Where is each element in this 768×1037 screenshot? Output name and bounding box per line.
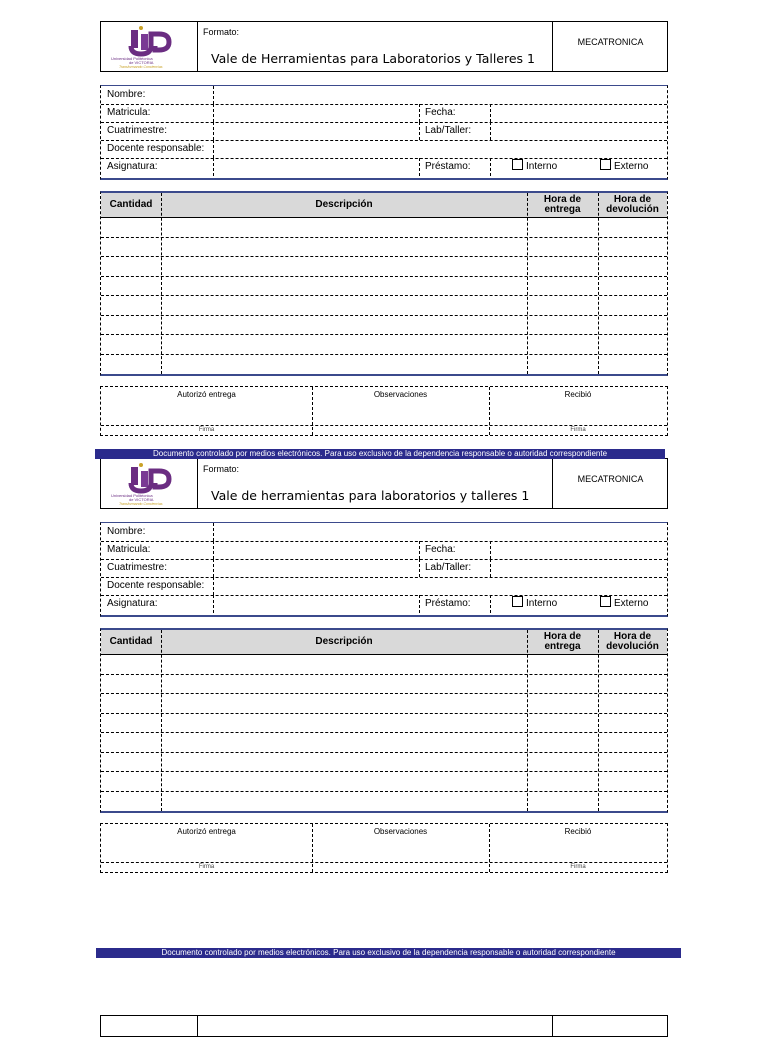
- partial-department: [552, 1016, 668, 1036]
- table-header: [101, 193, 667, 218]
- firma-label: Firma: [198, 427, 215, 433]
- column-header: Descripción: [315, 199, 373, 210]
- info-row: [101, 104, 667, 123]
- signature-section: [100, 386, 668, 436]
- info-row: [101, 559, 667, 578]
- svg-text:de VICTORIA: de VICTORIA: [129, 497, 154, 502]
- format-label: Formato:: [203, 464, 240, 474]
- column-header: Hora de entrega: [543, 194, 582, 215]
- signature-field-observaciones[interactable]: [312, 399, 489, 425]
- table-row[interactable]: [101, 256, 667, 276]
- info-row: [101, 595, 667, 613]
- field-label-nombre: Nombre:: [107, 89, 146, 100]
- externo-label: Externo: [614, 161, 649, 172]
- table-row[interactable]: [101, 237, 667, 257]
- field-input-fecha[interactable]: [491, 541, 667, 559]
- department-name: MECATRONICA: [552, 459, 668, 508]
- document-control-banner: Documento controlado por medios electrónicos. Para uso exclusivo de la dependencia responsable o autoridad correspondiente: [96, 948, 681, 958]
- field-input-docente[interactable]: [214, 577, 666, 595]
- externo-checkbox[interactable]: [600, 595, 648, 613]
- svg-text:de VICTORIA: de VICTORIA: [129, 60, 154, 65]
- table-row[interactable]: [101, 295, 667, 315]
- info-divider: [419, 541, 420, 559]
- signature-label-observaciones: Observaciones: [373, 827, 428, 836]
- signature-field-observaciones[interactable]: [312, 836, 489, 862]
- table-header: [101, 630, 667, 655]
- info-divider: [419, 104, 420, 122]
- svg-text:Universidad Politécnica: Universidad Politécnica: [111, 493, 153, 498]
- field-input-fecha[interactable]: [491, 104, 667, 122]
- field-label-matricula: Matricula:: [107, 107, 151, 118]
- info-divider: [419, 158, 420, 176]
- checkbox-box: [600, 159, 611, 170]
- interno-checkbox[interactable]: [512, 158, 557, 176]
- interno-label: Interno: [526, 598, 558, 609]
- signature-label-observaciones: Observaciones: [373, 390, 428, 399]
- table-row[interactable]: [101, 354, 667, 374]
- table-row[interactable]: [101, 334, 667, 354]
- info-divider: [490, 158, 491, 176]
- column-header: Hora de devolución: [606, 194, 659, 215]
- field-input-nombre[interactable]: [214, 86, 666, 104]
- tools-table: [100, 628, 668, 813]
- field-label-asignatura: Asignatura:: [107, 598, 158, 609]
- info-row: [101, 577, 667, 596]
- table-row[interactable]: [101, 674, 667, 694]
- field-input-cuatrimestre[interactable]: [214, 122, 419, 140]
- table-row[interactable]: [101, 713, 667, 733]
- signature-field-recibio[interactable]: [489, 836, 667, 862]
- info-divider: [419, 122, 420, 140]
- interno-checkbox[interactable]: [512, 595, 557, 613]
- partial-form-header: [100, 1015, 668, 1037]
- table-row[interactable]: [101, 771, 667, 791]
- signature-field-autorizo[interactable]: [101, 399, 312, 425]
- info-row: [101, 140, 667, 159]
- field-label-fecha: Fecha:: [425, 544, 456, 555]
- university-logo: [101, 459, 198, 508]
- table-row[interactable]: [101, 752, 667, 772]
- field-label-docente: Docente responsable:: [107, 143, 205, 154]
- svg-text:Transformando Conciencias: Transformando Conciencias: [119, 65, 163, 69]
- signature-label-recibio: Recibió: [564, 827, 592, 836]
- info-divider: [419, 595, 420, 613]
- checkbox-box: [512, 159, 523, 170]
- field-input-matricula[interactable]: [214, 104, 419, 122]
- field-label-cuatrimestre: Cuatrimestre:: [107, 125, 168, 136]
- field-input-lab[interactable]: [491, 122, 667, 140]
- info-row: [101, 122, 667, 141]
- table-row[interactable]: [101, 276, 667, 296]
- signature-label-recibio: Recibió: [564, 390, 592, 399]
- table-row[interactable]: [101, 693, 667, 713]
- column-header: Hora de devolución: [606, 631, 659, 652]
- field-label-matricula: Matricula:: [107, 544, 151, 555]
- table-row[interactable]: [101, 315, 667, 335]
- info-row: [101, 523, 667, 542]
- document-control-banner: Documento controlado por medios electrónicos. Para uso exclusivo de la dependencia responsable o autoridad correspondiente: [95, 449, 665, 459]
- department-name: MECATRONICA: [552, 22, 668, 71]
- field-label-nombre: Nombre:: [107, 526, 146, 537]
- firma-label: Firma: [570, 427, 586, 433]
- field-input-nombre[interactable]: [214, 523, 666, 541]
- tools-table: [100, 191, 668, 376]
- column-header: Cantidad: [109, 199, 153, 210]
- info-row: [101, 86, 667, 105]
- table-row[interactable]: [101, 217, 667, 237]
- field-label-lab: Lab/Taller:: [425, 125, 472, 136]
- externo-checkbox[interactable]: [600, 158, 648, 176]
- field-input-cuatrimestre[interactable]: [214, 559, 419, 577]
- info-divider: [419, 559, 420, 577]
- signature-label-autorizo: Autorizó entrega: [177, 827, 236, 836]
- partial-logo: [101, 1016, 198, 1036]
- signature-section: [100, 823, 668, 873]
- column-header: Cantidad: [109, 636, 153, 647]
- table-row[interactable]: [101, 654, 667, 674]
- svg-text:Transformando Conciencias: Transformando Conciencias: [119, 502, 163, 506]
- svg-text:Universidad Politécnica: Universidad Politécnica: [111, 56, 153, 61]
- field-label-lab: Lab/Taller:: [425, 562, 472, 573]
- externo-label: Externo: [614, 598, 649, 609]
- table-row[interactable]: [101, 732, 667, 752]
- field-input-matricula[interactable]: [214, 541, 419, 559]
- checkbox-box: [512, 596, 523, 607]
- field-label-prestamo: Préstamo:: [425, 598, 471, 609]
- form-title: Vale de herramientas para laboratorios y talleres 1: [211, 488, 530, 503]
- column-header: Hora de entrega: [543, 631, 582, 652]
- checkbox-box: [600, 596, 611, 607]
- table-row[interactable]: [101, 791, 667, 811]
- student-info-section: [100, 85, 668, 180]
- university-logo: [101, 22, 198, 71]
- field-label-prestamo: Préstamo:: [425, 161, 471, 172]
- form-header: [100, 21, 668, 72]
- form-header: [100, 458, 668, 509]
- field-input-asignatura[interactable]: [214, 158, 419, 176]
- signature-field-autorizo[interactable]: [101, 836, 312, 862]
- field-label-docente: Docente responsable:: [107, 580, 205, 591]
- field-label-cuatrimestre: Cuatrimestre:: [107, 562, 168, 573]
- column-header: Descripción: [315, 636, 373, 647]
- format-label: Formato:: [203, 27, 240, 37]
- student-info-section: [100, 522, 668, 617]
- info-row: [101, 541, 667, 560]
- signature-label-autorizo: Autorizó entrega: [177, 390, 236, 399]
- field-input-lab[interactable]: [491, 559, 667, 577]
- firma-label: Firma: [198, 864, 215, 870]
- field-label-asignatura: Asignatura:: [107, 161, 158, 172]
- field-input-asignatura[interactable]: [214, 595, 419, 613]
- info-row: [101, 158, 667, 176]
- field-input-docente[interactable]: [214, 140, 666, 158]
- field-label-fecha: Fecha:: [425, 107, 456, 118]
- signature-field-recibio[interactable]: [489, 399, 667, 425]
- info-divider: [490, 595, 491, 613]
- firma-label: Firma: [570, 864, 586, 870]
- interno-label: Interno: [526, 161, 558, 172]
- form-title: Vale de Herramientas para Laboratorios y Talleres 1: [211, 51, 535, 66]
